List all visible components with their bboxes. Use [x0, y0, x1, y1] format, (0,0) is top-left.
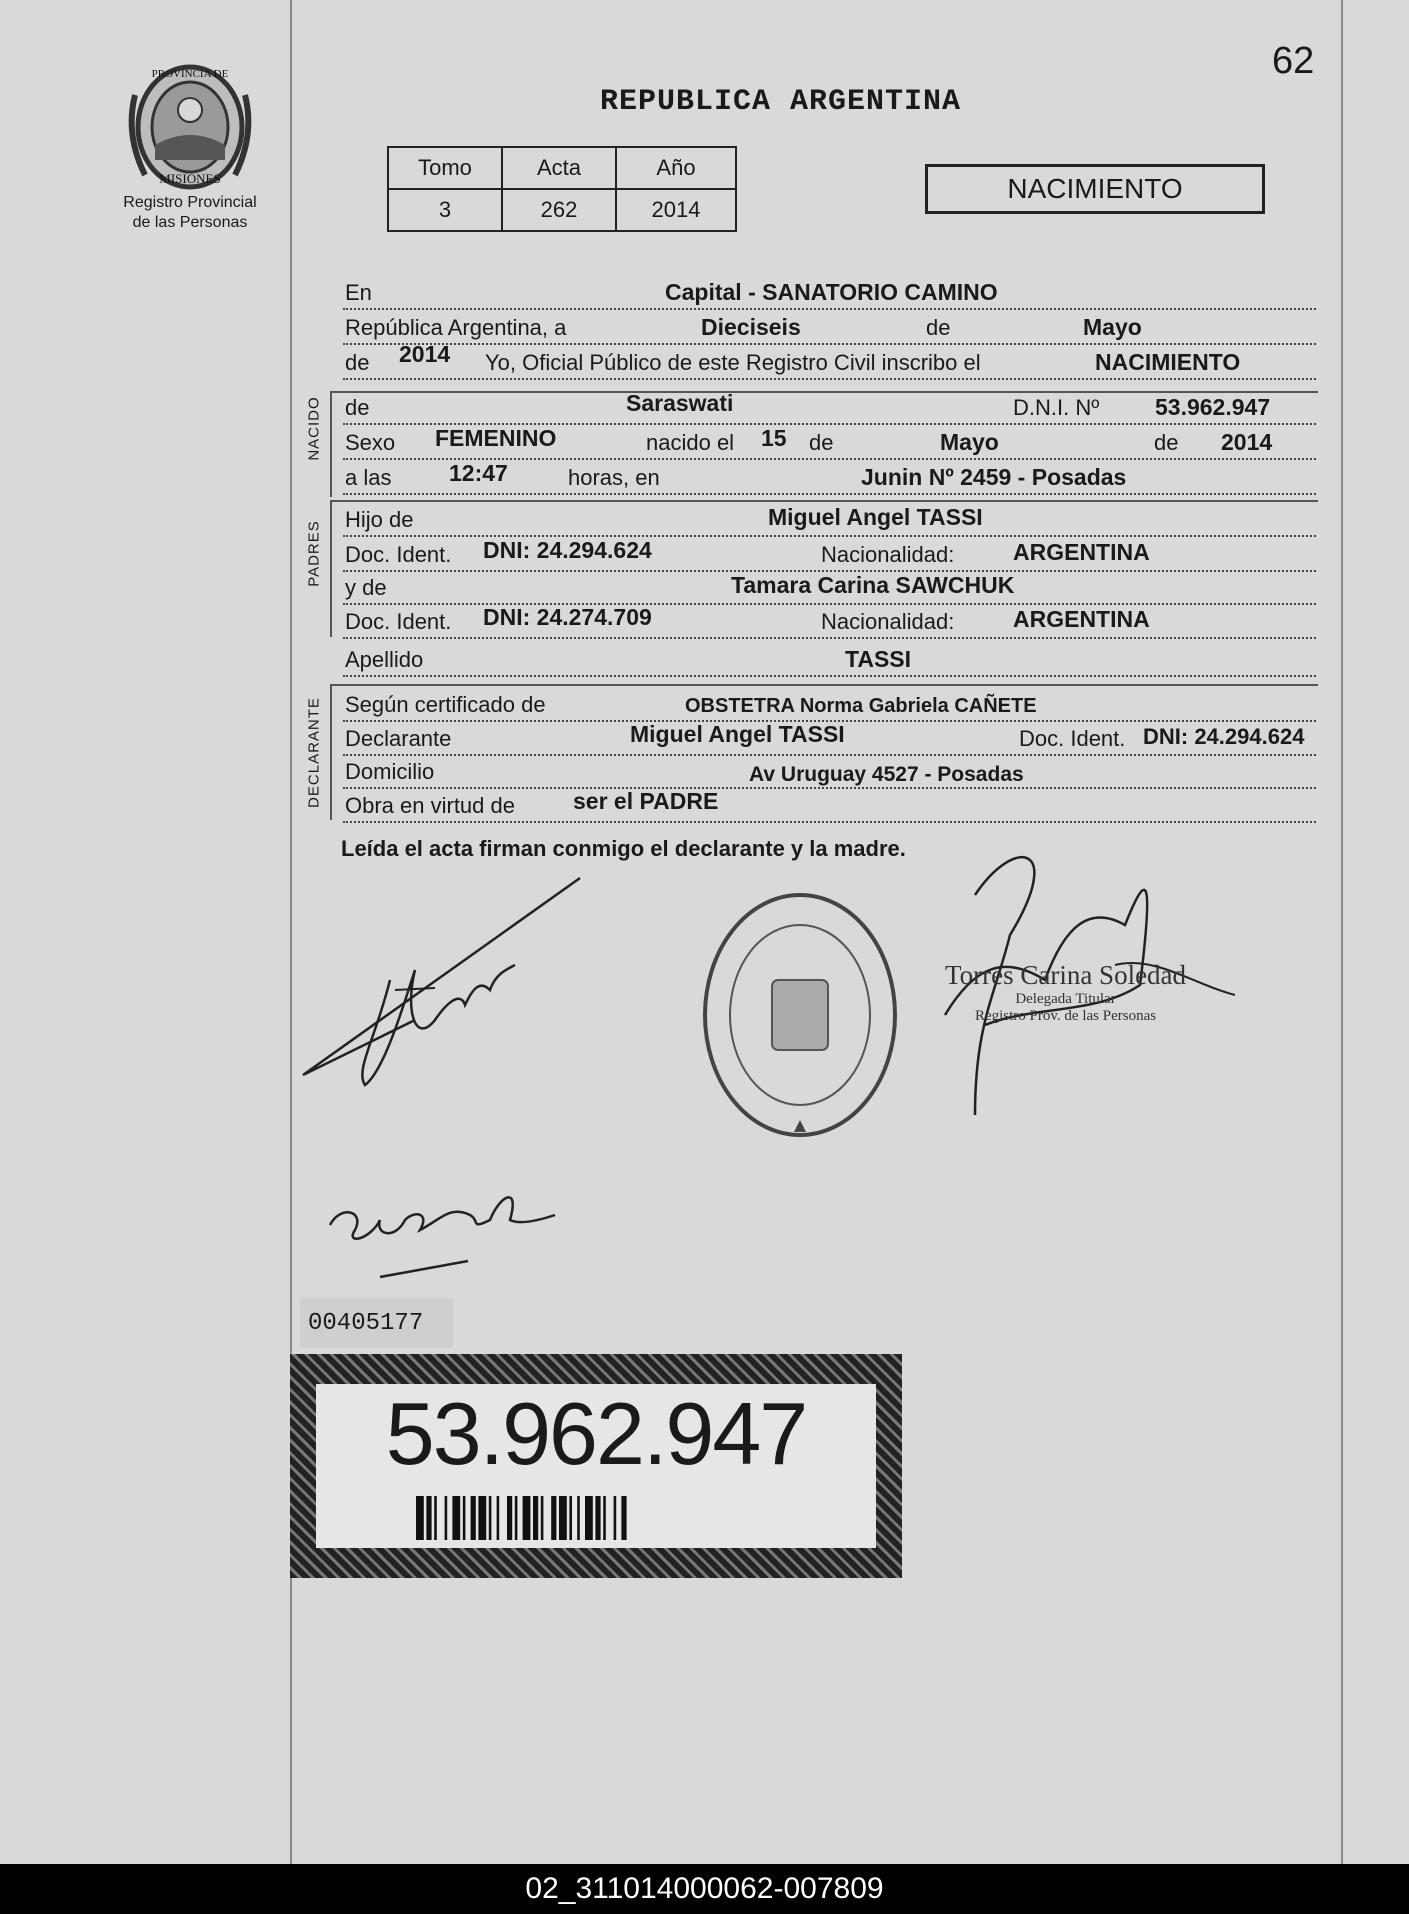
barcode-bar [551, 1496, 556, 1540]
registry-header-tomo: Tomo [388, 147, 502, 189]
id-number-label: 53.962.947 [385, 1384, 807, 1483]
row-declarante [343, 721, 1316, 756]
registry-value-tomo: 3 [388, 189, 502, 231]
declarante-doc-label: Doc. Ident. [1019, 726, 1126, 751]
row-sexo [343, 425, 1316, 460]
en-value: Capital - SANATORIO CAMINO [665, 279, 998, 305]
barcode-bar [585, 1496, 593, 1540]
row-hijo [343, 505, 1316, 537]
declarante-value: Miguel Angel TASSI [630, 721, 845, 747]
registry-value-anio: 2014 [616, 189, 736, 231]
side-label-padres: PADRES [305, 520, 323, 587]
dni-value: 53.962.947 [1155, 394, 1271, 420]
barcode-bar [426, 1496, 431, 1540]
barcode-bar [471, 1496, 476, 1540]
de-label-2: de [345, 350, 370, 375]
side-label-declarante: DECLARANTE [305, 697, 323, 808]
logo-caption-line2: de las Personas [132, 214, 248, 231]
registry-table [387, 146, 737, 232]
en-label: En [345, 280, 372, 305]
de-label-1: de [926, 315, 951, 340]
domicilio-label: Domicilio [345, 759, 435, 784]
row-mother-doc [343, 604, 1316, 639]
father-name-value: Miguel Angel TASSI [768, 504, 983, 530]
barcode-bar [445, 1496, 448, 1540]
right-margin-line [1341, 0, 1343, 1864]
obra-value: ser el PADRE [573, 788, 719, 814]
row-segun [343, 690, 1316, 722]
official-office: Registro Prov. de las Personas [974, 1008, 1157, 1024]
hijo-label: Hijo de [345, 507, 414, 532]
barcode-bar [478, 1496, 486, 1540]
declarant-signature [295, 870, 595, 1100]
official-role: Delegada Titular [1015, 991, 1116, 1007]
logo-bottom-text: MISIONES [159, 171, 221, 186]
registry-stamp [700, 880, 910, 1160]
de-label-3: de [345, 395, 370, 420]
yde-label: y de [345, 575, 387, 600]
logo-arc-text: PROVINCIA DE [151, 68, 229, 80]
mother-nat-label: Nacionalidad: [821, 609, 955, 634]
barcode-bar [569, 1496, 572, 1540]
id-label-sticker [290, 1354, 902, 1578]
apellido-value: TASSI [845, 646, 912, 672]
sexo-label: Sexo [345, 430, 396, 455]
logo-caption-line1: Registro Provincial [123, 194, 257, 211]
father-nat-label: Nacionalidad: [821, 542, 955, 567]
mother-doc-value: DNI: 24.274.709 [483, 604, 652, 630]
barcode-bar [541, 1496, 544, 1540]
nacido-bracket [330, 393, 332, 497]
official-name-stamp [945, 960, 1186, 1025]
footer-filename: 02_311014000062-007809 [0, 1864, 1409, 1914]
apellido-label: Apellido [345, 647, 424, 672]
page-number: 62 [1272, 40, 1315, 82]
sexo-value: FEMENINO [435, 425, 557, 451]
mother-name-value: Tamara Carina SAWCHUK [731, 572, 1015, 598]
nacido-label: nacido el [646, 430, 735, 455]
row-name [343, 390, 1316, 425]
segun-value: OBSTETRA Norma Gabriela CAÑETE [685, 695, 1037, 717]
registry-header-row [388, 147, 736, 189]
oficial-text: Yo, Oficial Público de este Registro Civil inscribo el [485, 350, 981, 375]
closing-statement: Leída el acta firman conmigo el declarante y la madre. [341, 836, 906, 861]
de-label-5: de [1154, 430, 1179, 455]
document-title: REPUBLICA ARGENTINA [600, 85, 962, 119]
year-value: 2014 [399, 341, 451, 367]
barcode-bar [416, 1496, 424, 1540]
barcode-bar [463, 1496, 466, 1540]
barcode-bar [489, 1496, 492, 1540]
alas-label: a las [345, 465, 392, 490]
mother-signature [320, 1165, 560, 1285]
de-label-4: de [809, 430, 834, 455]
inscribo-value: NACIMIENTO [1095, 349, 1241, 375]
birth-month-value: Mayo [940, 429, 999, 455]
barcode-bar [452, 1496, 460, 1540]
misiones-crest-logo [115, 55, 265, 195]
father-nat-value: ARGENTINA [1013, 539, 1150, 565]
logo-caption [100, 193, 280, 233]
mother-doc-label: Doc. Ident. [345, 609, 452, 634]
section-divider-declarante [330, 684, 1318, 686]
declarante-bracket [330, 686, 332, 820]
father-doc-label: Doc. Ident. [345, 542, 452, 567]
left-margin-line [290, 0, 292, 1864]
section-divider-padres [330, 500, 1318, 502]
segun-label: Según certificado de [345, 692, 546, 717]
barcode-bar [533, 1496, 538, 1540]
barcode [416, 1496, 776, 1540]
month-value: Mayo [1083, 314, 1142, 340]
registry-value-row [388, 189, 736, 231]
obra-label: Obra en virtud de [345, 793, 515, 818]
barcode-bar [515, 1496, 518, 1540]
birth-day-value: 15 [761, 425, 787, 451]
row-oficial [343, 341, 1316, 380]
row-hora [343, 460, 1316, 495]
control-number: 00405177 [300, 1298, 453, 1348]
barcode-bar [434, 1496, 437, 1540]
barcode-bar [603, 1496, 606, 1540]
row-domicilio [343, 757, 1316, 789]
registry-value-acta: 262 [502, 189, 616, 231]
barcode-bar [507, 1496, 512, 1540]
act-type-box: NACIMIENTO [925, 164, 1265, 214]
side-label-nacido: NACIDO [305, 396, 323, 461]
padres-bracket [330, 502, 332, 637]
mother-nat-value: ARGENTINA [1013, 606, 1150, 632]
barcode-bar [614, 1496, 617, 1540]
domicilio-value: Av Uruguay 4527 - Posadas [749, 763, 1024, 786]
official-name: Torres Carina Soledad [945, 960, 1187, 990]
barcode-bar [523, 1496, 531, 1540]
barcode-bar [497, 1496, 500, 1540]
sticker-inner [316, 1384, 876, 1548]
row-father-doc [343, 537, 1316, 572]
barcode-bar [621, 1496, 626, 1540]
barcode-bar [595, 1496, 600, 1540]
father-doc-value: DNI: 24.294.624 [483, 537, 652, 563]
registry-header-acta: Acta [502, 147, 616, 189]
barcode-bar [559, 1496, 567, 1540]
hour-value: 12:47 [449, 460, 508, 486]
row-republica [343, 313, 1316, 345]
dni-label: D.N.I. Nº [1013, 395, 1100, 420]
republica-label: República Argentina, a [345, 315, 567, 340]
declarante-doc-value: DNI: 24.294.624 [1143, 724, 1305, 749]
row-apellido [343, 645, 1316, 677]
declarante-label: Declarante [345, 726, 452, 751]
child-name-value: Saraswati [626, 390, 734, 416]
row-en [343, 278, 1316, 310]
day-value: Dieciseis [701, 314, 801, 340]
place-value: Junin Nº 2459 - Posadas [861, 464, 1127, 490]
barcode-bar [577, 1496, 580, 1540]
registry-header-anio: Año [616, 147, 736, 189]
row-mother [343, 573, 1316, 605]
birth-year-value: 2014 [1221, 429, 1273, 455]
horas-label: horas, en [568, 465, 660, 490]
